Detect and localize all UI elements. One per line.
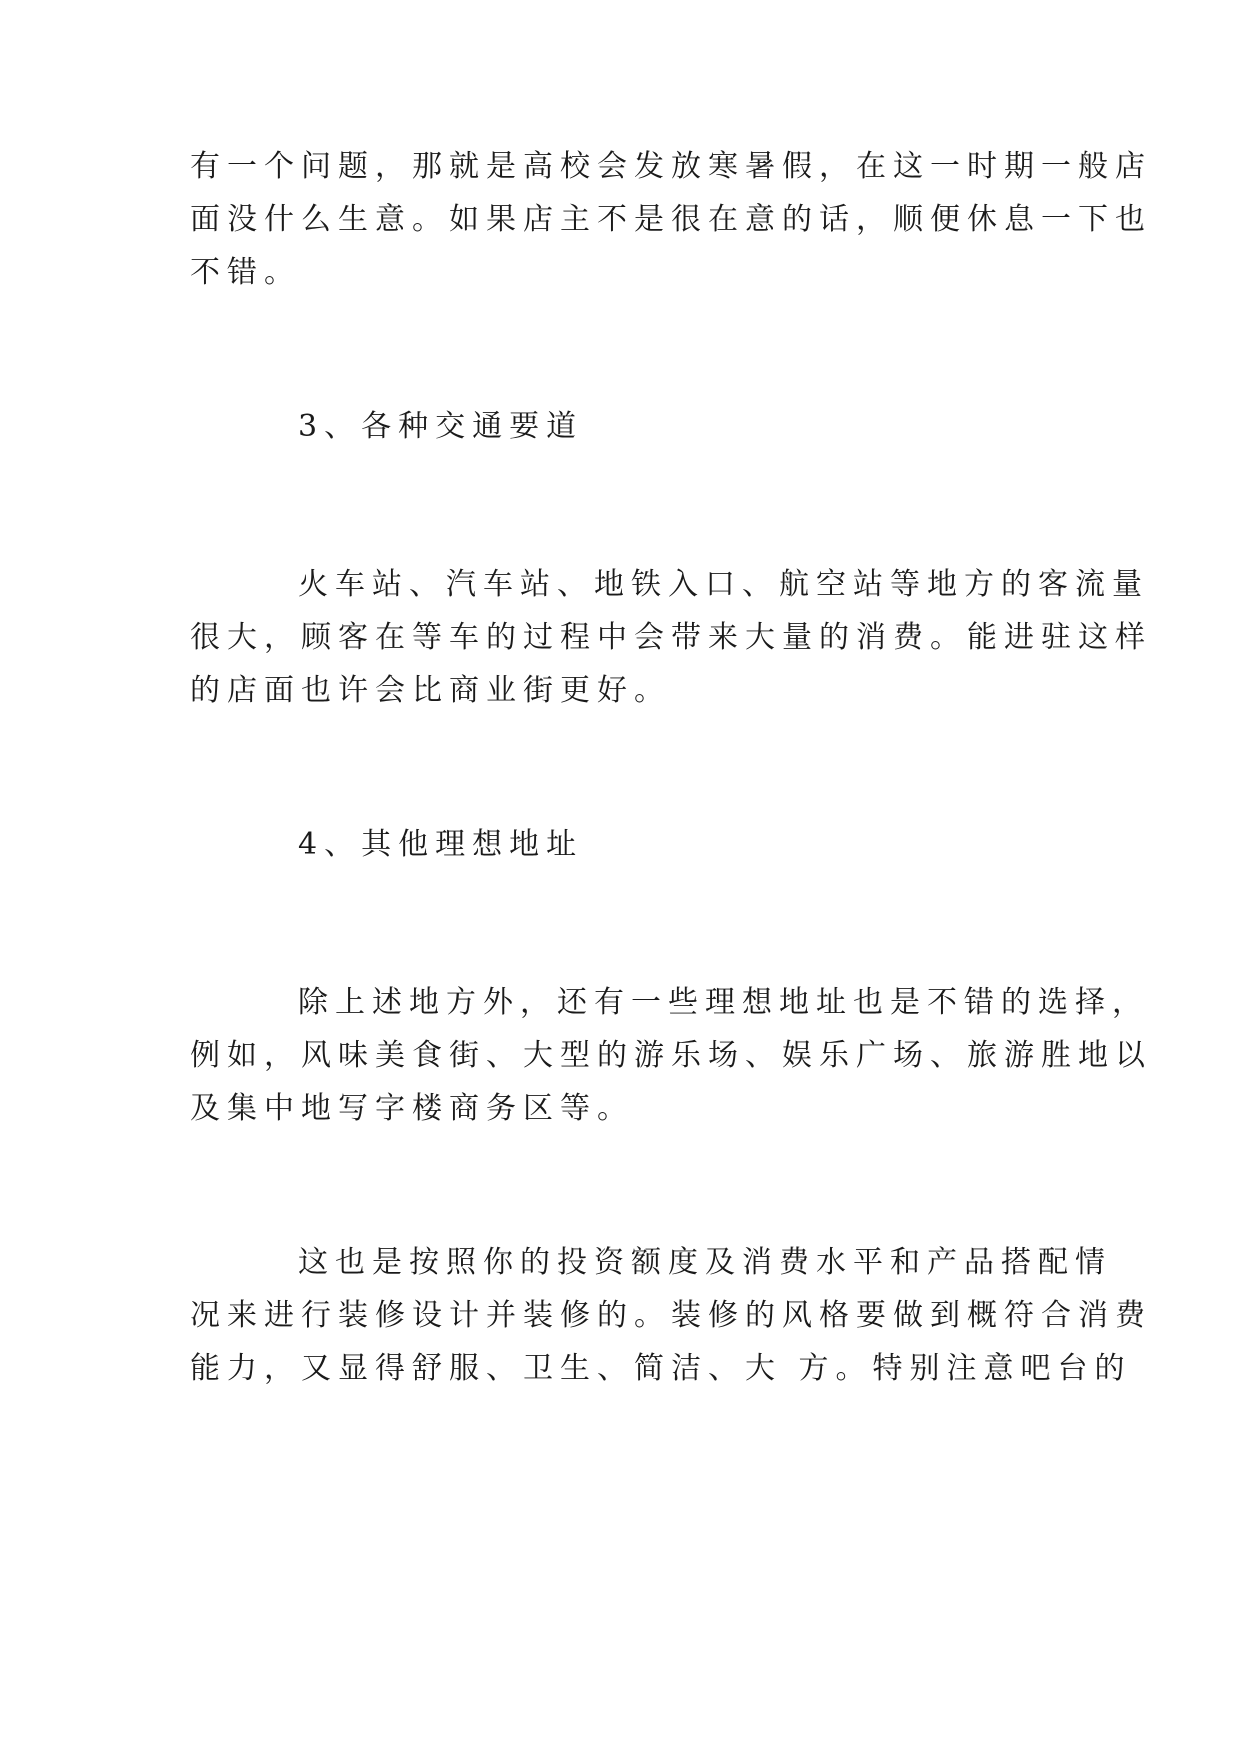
paragraph-line: 面没什么生意。如果店主不是很在意的话，顺便休息一下也 [190,202,1152,237]
paragraph-line: 不错。 [190,255,301,290]
paragraph-line: 例如，风味美食街、大型的游乐场、娱乐广场、旅游胜地以 [190,1038,1152,1073]
paragraph-line: 有一个问题，那就是高校会发放寒暑假，在这一时期一般店 [190,149,1152,184]
section-heading: 4、其他理想地址 [298,827,584,862]
paragraph-line: 火车站、汽车站、地铁入口、航空站等地方的客流量 [298,567,1149,602]
paragraph-line: 及集中地写字楼商务区等。 [190,1091,634,1126]
paragraph-line: 能力，又显得舒服、卫生、简洁、大 方。特别注意吧台的 [190,1351,1132,1386]
paragraph-line: 除上述地方外，还有一些理想地址也是不错的选择， [298,985,1149,1020]
paragraph-line: 这也是按照你的投资额度及消费水平和产品搭配情 [298,1245,1112,1280]
paragraph-line: 的店面也许会比商业街更好。 [190,673,671,708]
section-heading: 3、各种交通要道 [298,409,584,444]
paragraph-line: 很大，顾客在等车的过程中会带来大量的消费。能进驻这样 [190,620,1152,655]
paragraph-line: 况来进行装修设计并装修的。装修的风格要做到概符合消费 [190,1298,1152,1333]
